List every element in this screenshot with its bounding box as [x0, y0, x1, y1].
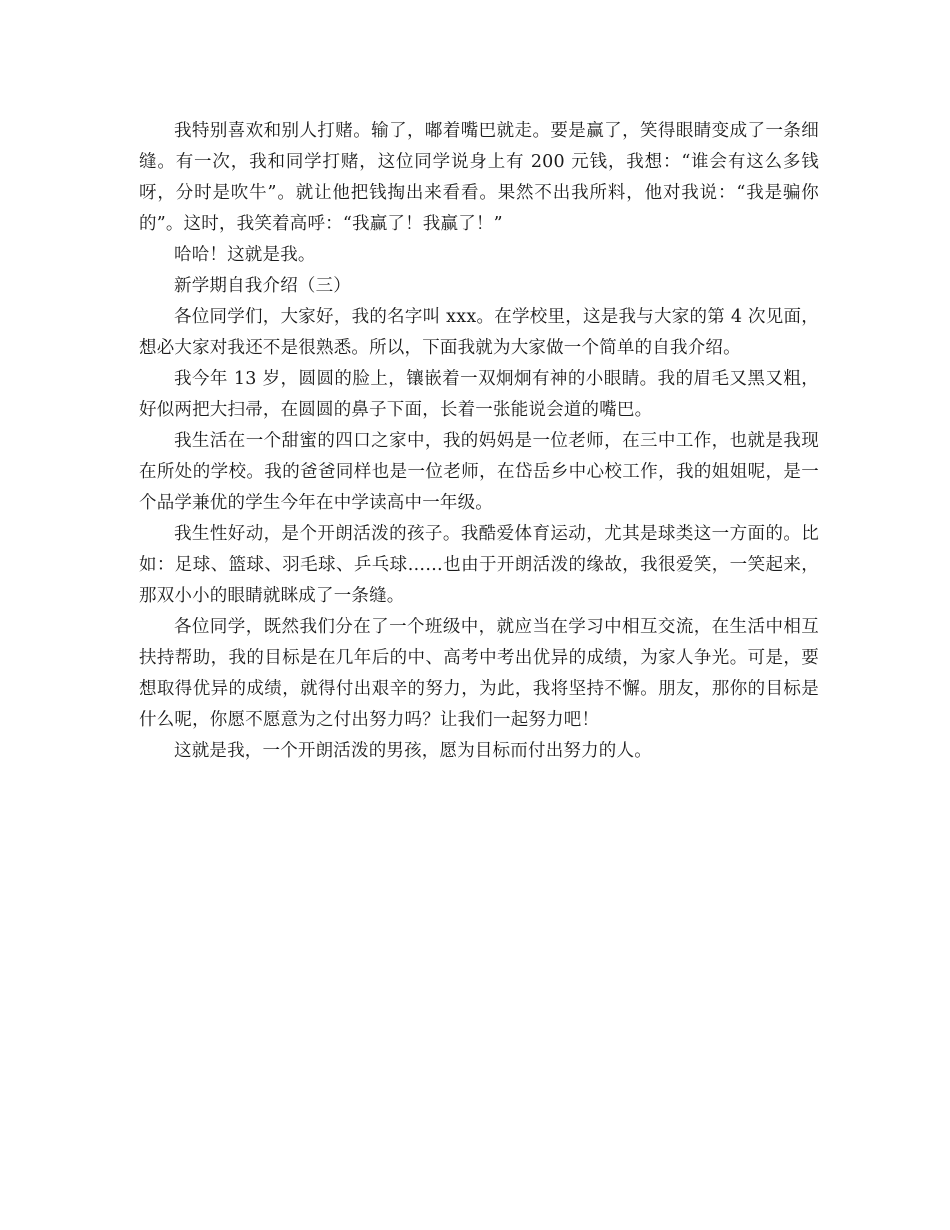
paragraph-closing: 这就是我，一个开朗活泼的男孩，愿为目标而付出努力的人。: [174, 741, 652, 761]
paragraph-betting-story: 我特别喜欢和别人打赌。输了，嘟着嘴巴就走。要是赢了，笑得眼睛变成了一条细缝。有一次，我和同学打赌，这位同学说身上有 200 元钱，我想：“谁会有这么多钱呀，分时是吹牛”。就让他把钱掏出来看看。果然不出我所料，他对我说：“我是骗你的”。这时，我笑着高呼：“我赢了！我赢了！”: [139, 121, 819, 234]
paragraph-personality: 我生性好动，是个开朗活泼的孩子。我酷爱体育运动，尤其是球类这一方面的。比如：足球、篮球、羽毛球、乒乓球……也由于开朗活泼的缘故，我很爱笑，一笑起来，那双小小的眼睛就眯成了一条缝。: [139, 524, 819, 606]
paragraph-goals: 各位同学，既然我们分在了一个班级中，就应当在学习中相互交流，在生活中相互扶持帮助，我的目标是在几年后的中、高考中考出优异的成绩，为家人争光。可是，要想取得优异的成绩，就得付出艰辛的努力，为此，我将坚持不懈。朋友，那你的目标是什么呢，你愿不愿意为之付出努力吗？让我们一起努力吧！: [139, 617, 819, 730]
paragraph-appearance: 我今年 13 岁，圆圆的脸上，镶嵌着一双炯炯有神的小眼睛。我的眉毛又黑又粗，好似两把大扫帚，在圆圆的鼻子下面，长着一张能说会道的嘴巴。: [139, 369, 819, 420]
paragraph-haha: 哈哈！这就是我。: [174, 245, 316, 265]
paragraph-greeting: 各位同学们，大家好，我的名字叫 xxx。在学校里，这是我与大家的第 4 次见面，想必大家对我还不是很熟悉。所以，下面我就为大家做一个简单的自我介绍。: [139, 307, 819, 358]
section-heading: 新学期自我介绍（三）: [174, 276, 351, 296]
paragraph-family: 我生活在一个甜蜜的四口之家中，我的妈妈是一位老师，在三中工作，也就是我现在所处的学校。我的爸爸同样也是一位老师，在岱岳乡中心校工作，我的姐姐呢，是一个品学兼优的学生今年在中学读高中一年级。: [139, 431, 819, 513]
document-body: [139, 116, 819, 767]
